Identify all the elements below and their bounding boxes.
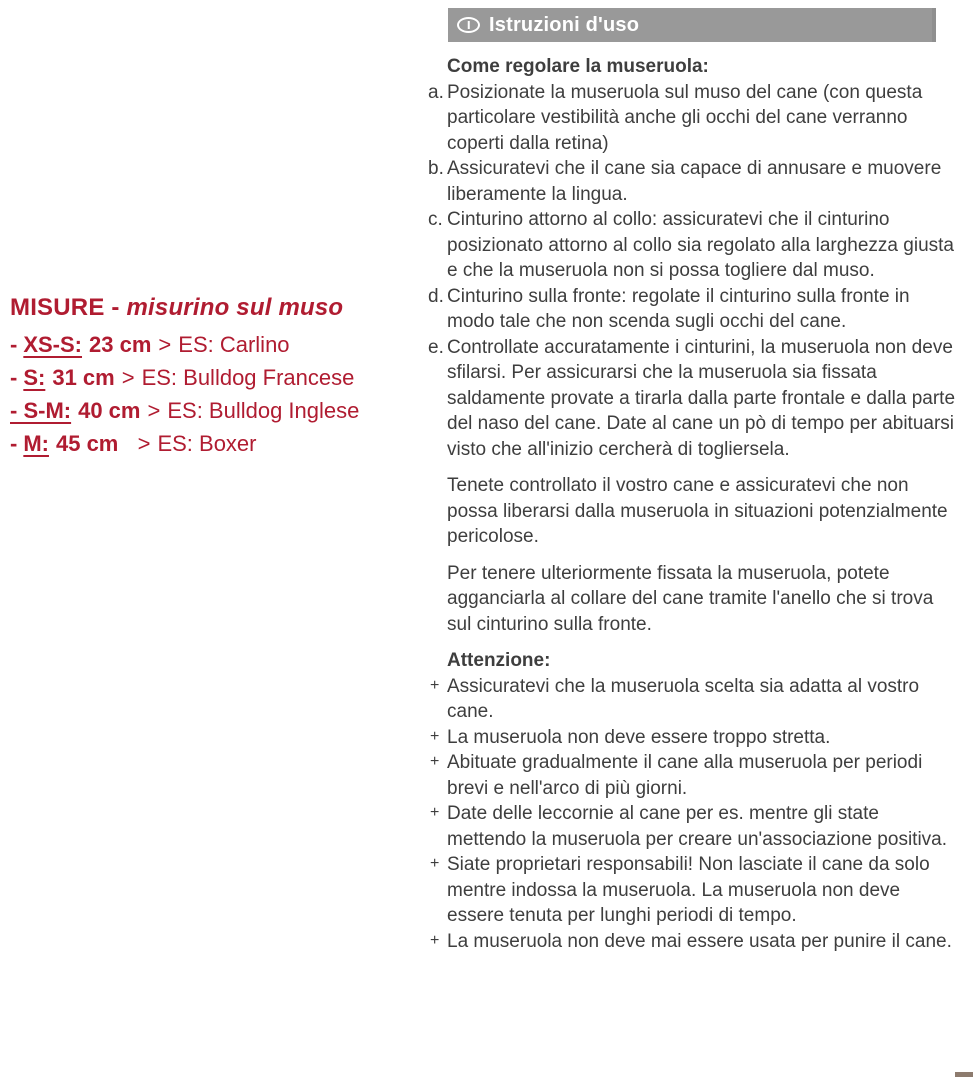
measure-size-label: - S-M: [10, 398, 72, 423]
measure-size-label: S: [23, 365, 46, 390]
instructions-header-bar [448, 8, 936, 42]
measure-breed-example: ES: Boxer [157, 431, 257, 456]
adjustment-step-item [428, 284, 960, 335]
adjustment-step-item [428, 335, 960, 463]
step-text: Assicuratevi che il cane sia capace di annusare e muovere liberamente la lingua. [447, 158, 942, 205]
step-letter: c. [428, 209, 443, 230]
plus-bullet-icon: + [430, 727, 440, 745]
step-text: Posizionate la museruola sul muso del cane (con questa particolare vestibilità anche gli occhi del cane verranno coperti dalla retina) [447, 81, 923, 154]
intro-heading: Come regolare la museruola: [447, 56, 709, 77]
attention-item [430, 801, 960, 852]
measures-block [10, 294, 440, 460]
step-letter: e. [428, 336, 444, 358]
measure-breed-example: ES: Bulldog Inglese [167, 398, 360, 423]
attention-item [430, 852, 960, 929]
plus-bullet-icon: + [430, 676, 440, 694]
measure-dash: - [10, 431, 18, 456]
attention-item-text: La museruola non deve essere troppo stretta. [447, 726, 831, 748]
adjustment-step-item [428, 207, 960, 284]
measure-value: 40 cm [78, 398, 141, 423]
measures-list [10, 328, 440, 460]
page-corner-mark [955, 1072, 973, 1077]
body-paragraph: Tenete controllato il vostro cane e assicuratevi che non possa liberarsi dalla museruola in situazioni potenzialmente pericolose. [447, 475, 948, 547]
measure-breed-example: ES: Carlino [178, 332, 290, 357]
instructions-panel [428, 8, 962, 954]
paragraphs-block [447, 473, 960, 637]
plus-bullet-icon: + [430, 855, 440, 872]
attention-item-text: Assicuratevi che la museruola scelta sia adatta al vostro cane. [447, 675, 920, 722]
adjustment-steps-list [428, 80, 960, 463]
attention-item-text: Siate proprietari responsabili! Non lasciate il cane da solo mentre indossa la museruola. La museruola non deve essere tenuta per lunghi periodi di tempo. [447, 854, 930, 926]
measure-line [10, 328, 440, 361]
measure-line [10, 361, 440, 394]
measure-arrow-separator: > [121, 365, 135, 390]
measure-size-label: M: [23, 431, 49, 456]
instructions-content [428, 54, 960, 954]
step-letter: a. [428, 81, 444, 103]
instructions-header-title: Istruzioni d'uso [489, 13, 640, 36]
attention-item [430, 725, 960, 751]
measures-title-main: MISURE [10, 294, 105, 321]
measure-arrow-separator: > [137, 431, 151, 456]
measure-arrow-separator: > [147, 398, 161, 423]
measure-value: 45 cm [55, 431, 131, 456]
step-text: Controllate accuratamente i cinturini, la museruola non deve sfilarsi. Per assicurarsi che la museruola sia fissata saldamente provate a tirarla dalla parte frontale e dalla parte del naso del cane. Date al cane un pò di tempo per abituarsi visto che all'inizio cercherà di togliersela. [447, 336, 956, 460]
adjustment-step-item [428, 156, 960, 207]
measure-size-label: XS-S: [23, 332, 83, 357]
measure-value: 23 cm [89, 332, 152, 357]
measure-line [10, 394, 440, 427]
measure-line [10, 427, 440, 460]
plus-bullet-icon: + [430, 804, 440, 821]
measure-breed-example: ES: Bulldog Francese [141, 365, 355, 390]
attention-item [430, 750, 960, 801]
step-text: Cinturino sulla fronte: regolate il cinturino sulla fronte in modo tale che non scenda sugli occhi del cane. [447, 285, 910, 332]
plus-bullet-icon: + [430, 753, 440, 770]
attention-item-text: Date delle leccornie al cane per es. mentre gli state mettendo la museruola per creare un'associazione positiva. [447, 803, 948, 850]
step-text: Cinturino attorno al collo: assicuratevi che il cinturino posizionato attorno al collo sia regolato alla larghezza giusta e che la museruola non si possa togliere dal muso. [447, 209, 954, 281]
info-circle-icon [457, 17, 480, 33]
measures-title-subtitle: misurino sul muso [126, 294, 344, 321]
measures-title-separator: - [104, 294, 127, 321]
measure-value: 31 cm [52, 365, 115, 390]
measure-dash: - [10, 332, 18, 357]
measure-arrow-separator: > [158, 332, 172, 357]
adjustment-step-item [428, 80, 960, 157]
attention-item-text: La museruola non deve mai essere usata per punire il cane. [447, 930, 952, 952]
attention-item [430, 929, 960, 955]
attention-item-text: Abituate gradualmente il cane alla museruola per periodi brevi e nell'arco di più giorni. [447, 752, 923, 799]
plus-bullet-icon: + [430, 931, 440, 949]
body-paragraph: Per tenere ulteriormente fissata la museruola, potete agganciarla al collare del cane tramite l'anello che si trova sul cinturino sulla fronte. [447, 562, 934, 635]
attention-heading: Attenzione: [447, 650, 551, 671]
measure-dash: - [10, 365, 18, 390]
attention-item [430, 674, 960, 725]
measures-title [10, 294, 440, 322]
step-letter: d. [428, 285, 444, 307]
step-letter: b. [428, 158, 444, 179]
attention-list [430, 674, 960, 955]
